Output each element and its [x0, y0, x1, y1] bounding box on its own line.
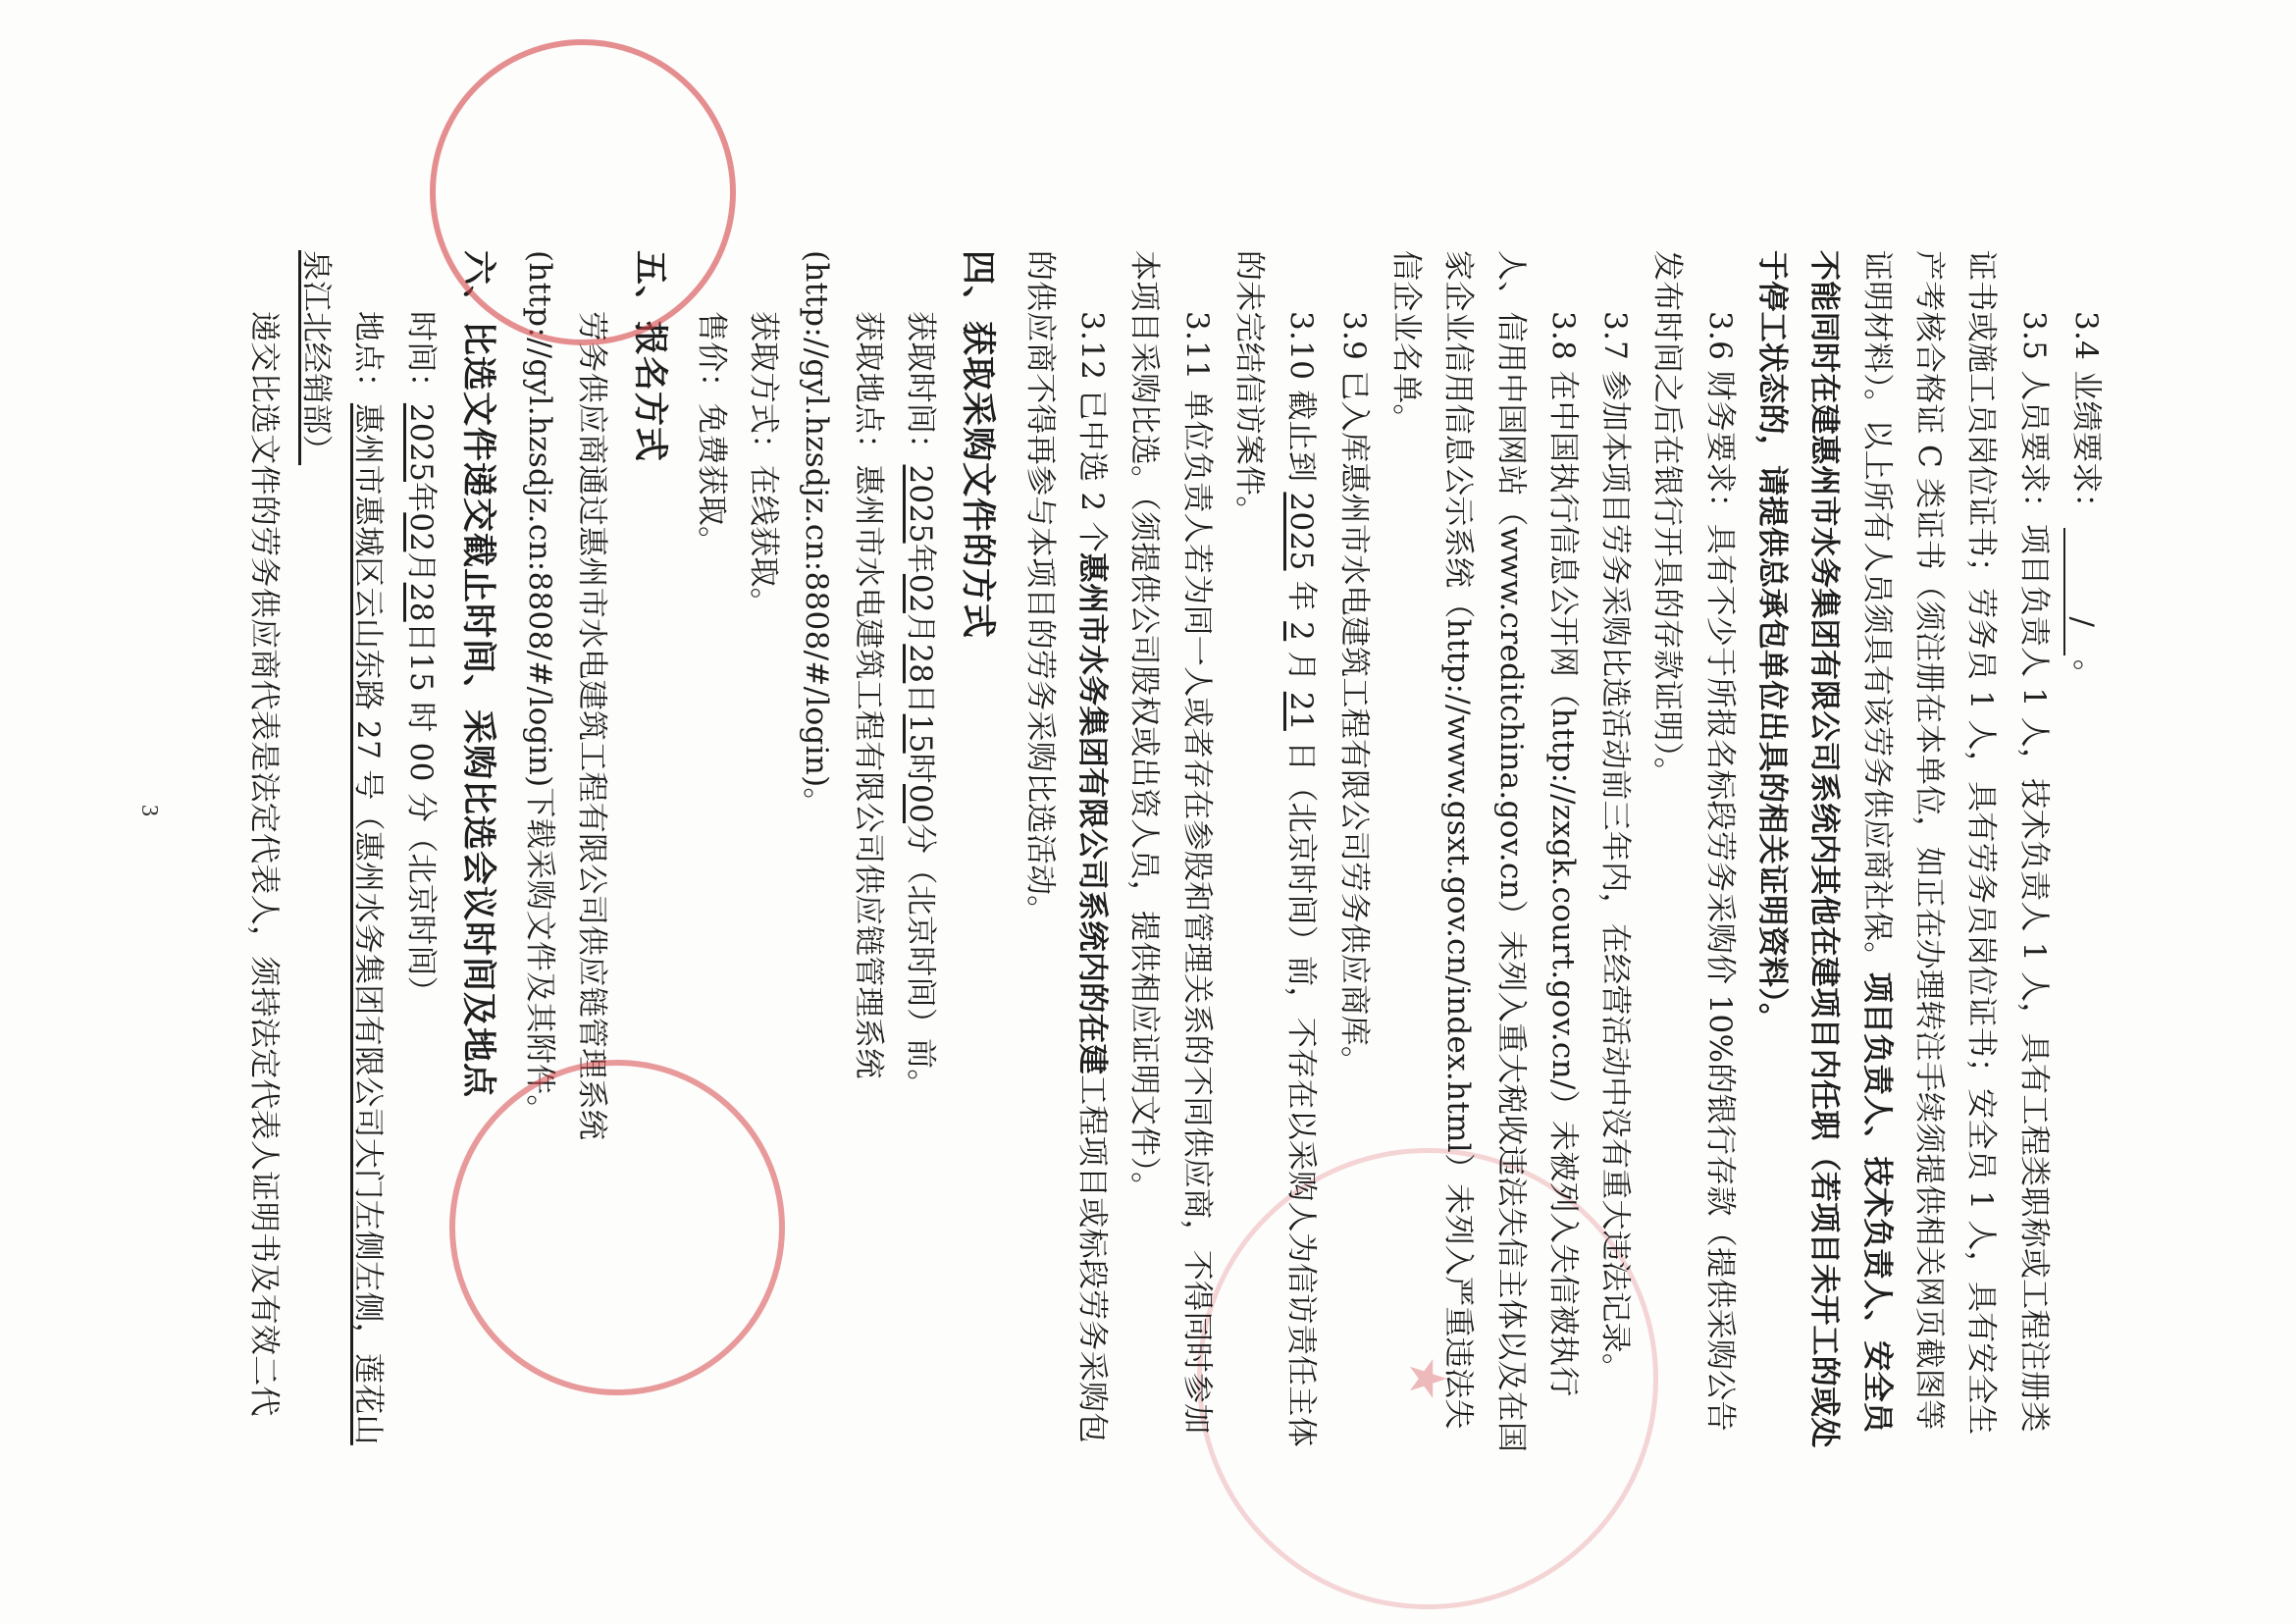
red-seal-stamp-left	[430, 39, 736, 345]
item-3-12-c: 工程项目或标段劳务采购包的供应商不得再参与本项目的劳务采购比选活动。	[1021, 250, 1111, 1443]
red-seal-stamp-right	[449, 1060, 785, 1395]
s6-day: 28	[402, 582, 439, 622]
s4-month: 02	[903, 573, 939, 613]
section-4-place: 获取地点：惠州市水电建筑工程有限公司供应链管理系统(http://gyl.hzsdjz.cn:8808/#/login)。	[798, 250, 886, 1079]
section-4-price: 售价：免费获取。	[694, 311, 729, 557]
item-3-10-month: 2	[1283, 621, 1320, 642]
s6-place: 惠州市惠城区云山东路 27 号（惠州水务集团有限公司大门左侧左侧，莲花山泉江北经销部）	[298, 250, 387, 1445]
item-3-12	[1013, 250, 1118, 1457]
item-3-7: 3.7 参加本项目劳务采购比选活动前三年内，在经营活动中没有重大违法记录。	[1597, 311, 1634, 1385]
section-6-time	[393, 250, 445, 1457]
s6-month: 02	[402, 512, 439, 552]
item-3-10-c: 月	[1283, 651, 1320, 682]
s6-year: 2025	[402, 402, 439, 482]
item-3-12-a: 3.12 已中选 2 个	[1074, 311, 1111, 552]
s4-day: 28	[903, 644, 939, 684]
s4-y: 年	[903, 543, 939, 574]
s4-year: 2025	[903, 464, 939, 544]
item-3-4-label: 3.4 业绩要求：	[2068, 311, 2104, 524]
item-3-10-d: 日（北京时间）前，不存在以采购人为信访责任主体的未完结信访案件。	[1231, 250, 1320, 1447]
seal-star-icon: ★	[1401, 1358, 1454, 1399]
item-3-10-a: 3.10 截止到	[1283, 311, 1320, 483]
section-6-heading: 六、比选文件递交截止时间、采购比选会议时间及地点	[457, 250, 498, 1099]
item-3-5-text: 3.5 人员要求：项目负责人 1 人，技术负责人 1 人，具有工程类职称或工程注册类证书或施工员岗位证书；劳务员 1 人，具有劳务员岗位证书；安全员 1 人，具有安全生产考核合格证 C 类证书（须注册在本单位，如正在办理转注手续须提供相关网页截图等证明材料）。以上所有人员须具有该劳务供应商社保。	[1858, 250, 2052, 1436]
item-3-5-bold-text: 项目负责人、技术负责人、安全员不能同时在建惠州市水务集团有限公司系统内其他在建项目内任职（若项目未开工的或处于停工状态的，请提供总承包单位出具的相关证明资料）。	[1754, 250, 1895, 1448]
section-4-time	[894, 250, 946, 1457]
item-3-8: 3.8 在中国执行信息公开网（http://zxgk.court.gov.cn/）未被列入失信被执行人、信用中国网站（www.creditchina.gov.cn）未列入重大税收违法失信主体以及在国家企业信用信息公示系统（http://www.gsxt.gov.cn/index.html）未列入严重违法失信企业名单。	[1387, 250, 1581, 1453]
s6-place-label: 地点：	[350, 311, 387, 403]
item-3-12-b: 惠州市水务集团有限公司系统内的在建	[1074, 551, 1111, 1075]
section-6-place	[289, 250, 394, 1457]
item-3-4	[2060, 250, 2112, 1457]
item-3-5	[1746, 250, 2060, 1457]
item-3-10	[1223, 250, 1328, 1457]
s4-h: 时	[903, 753, 939, 784]
s4-time-label: 获取时间：	[903, 311, 939, 465]
item-3-10-day: 21	[1283, 691, 1320, 731]
item-3-10-b: 年	[1283, 580, 1320, 611]
s6-time-label: 时间：	[402, 311, 439, 403]
item-3-9: 3.9 已入库惠州市水电建筑工程有限公司劳务供应商库。	[1335, 311, 1372, 1077]
page-number: 3	[136, 805, 162, 816]
s6-y: 年	[402, 482, 439, 513]
s6-m: 月	[402, 551, 439, 583]
s4-min: 00	[903, 783, 939, 824]
section-5-text: 劳务供应商通过惠州市水电建筑工程有限公司供应链管理系统(http://gyl.hzsdjz.cn:8808/#/login)下载采购文件及其附件。	[522, 250, 610, 1141]
s4-m: 月	[903, 612, 939, 645]
s4-mi: 分（北京时间）前。	[903, 823, 939, 1100]
item-3-4-end: 。	[2068, 658, 2104, 691]
section-5-heading: 五、报名方式	[629, 250, 670, 463]
section-4-heading: 四、获取采购文件的方式	[958, 250, 999, 640]
item-3-4-value: /	[2063, 528, 2099, 655]
item-3-11: 3.11 单位负责人若为同一人或者存在参股和管理关系的不同供应商，不得同时参加本项目采购比选。（须提供公司股权或出资人员，提供相应证明文件）。	[1126, 250, 1215, 1435]
s4-hour: 15	[903, 713, 939, 754]
section-6-deliver: 递交比选文件的劳务供应商代表是法定代表人，须持法定代表人证明书及有效二代	[245, 311, 282, 1417]
s4-d: 日	[903, 683, 939, 714]
item-3-6: 3.6 财务要求：具有不少于所报名标段劳务采购价 10%的银行存款（提供采购公告发布时间之后在银行开具的存款证明）。	[1649, 250, 1738, 1432]
s6-d: 日	[402, 621, 439, 654]
s6-hm: 15 时 00 分（北京时间）	[402, 653, 439, 1007]
item-3-10-year: 2025	[1283, 492, 1320, 571]
section-4-method: 获取方式：在线获取。	[746, 311, 782, 618]
